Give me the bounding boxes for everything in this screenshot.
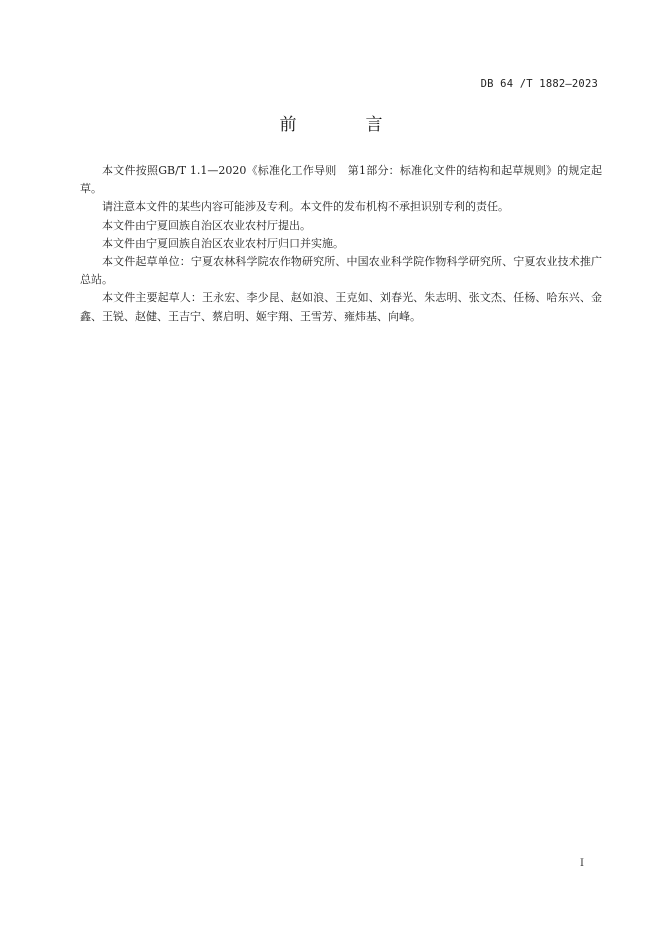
- paragraph-main-drafters: 本文件主要起草人：王永宏、李少昆、赵如浪、王克如、刘春光、朱志明、张文杰、任杨、哈东兴、金鑫、王锐、赵健、王吉宁、蔡启明、姬宇翔、王雪芳、雍炜基、向峰。: [80, 291, 602, 323]
- page-number: I: [580, 858, 584, 869]
- standard-code: DB 64 /T 1882—2023: [480, 78, 598, 90]
- paragraph-patent-notice: 请注意本文件的某些内容可能涉及专利。本文件的发布机构不承担识别专利的责任。: [102, 200, 509, 214]
- page-title: 前 言: [279, 115, 409, 135]
- paragraph-drafting-units: 本文件起草单位：宁夏农林科学院农作物研究所、中国农业科学院作物科学研究所、宁夏农业技术推广总站。: [80, 255, 602, 287]
- foreword-body: [80, 162, 602, 326]
- paragraph-administered-by: 本文件由宁夏回族自治区农业农村厅归口并实施。: [102, 236, 344, 250]
- paragraph-proposed-by: 本文件由宁夏回族自治区农业农村厅提出。: [102, 218, 311, 232]
- paragraph-drafting-rules: 本文件按照GB/T 1.1—2020《标准化工作导则 第1部分：标准化文件的结构和起草规则》的规定起草。: [80, 164, 602, 196]
